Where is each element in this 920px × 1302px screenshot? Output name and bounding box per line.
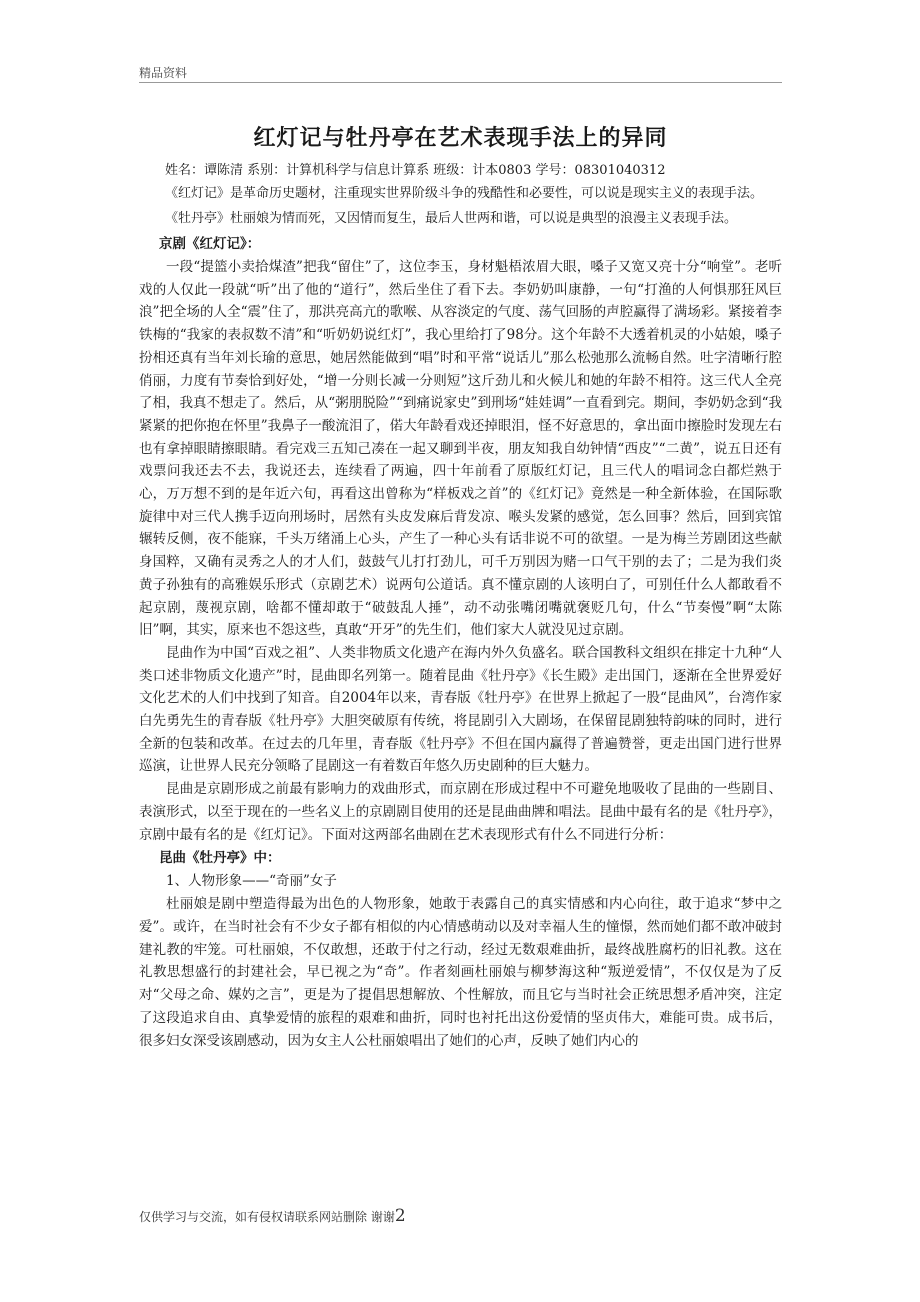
section-heading-kunqu: 昆曲《牡丹亭》中： [159, 850, 281, 867]
document-title: 红灯记与牡丹亭在艺术表现手法上的异同 [253, 126, 668, 151]
intro-paragraph-mudanting: 《牡丹亭》杜丽娘为情而死，又因情而复生，最后人世两和谐，可以说是典型的浪漫主义表现手法。 [165, 211, 738, 226]
body-paragraph: 杜丽娘是剧中塑造得最为出色的人物形象，她敢于表露自己的真实情感和内心向往，敢于追求“梦中之爱”。或许，在当时社会有不少女子都有相似的内心情感萌动以及对幸福人生的憧憬，然而她们都不敢冲破封建礼教的牢笼。可杜丽娘，不仅敢想，还敢于付之行动，经过无数艰难曲折，最终战胜腐朽的旧礼教。这在礼教思想盛行的封建社会，早已视之为“奇”。作者刻画杜丽娘与柳梦海这种“叛逆爱情”，不仅仅是为了反对“父母之命、媒妁之言”，更是为了提倡思想解放、个性解放，而且它与当时社会正统思想矛盾冲突，注定了这段追求自由、真挚爱情的旅程的艰难和曲折，同时也衬托出这份爱情的坚贞伟大，难能可贵。成书后，很多妇女深受该剧感动，因为女主人公杜丽娘唱出了她们的心声，反映了她们内心的 [139, 896, 782, 1049]
document-body [139, 160, 782, 1052]
page-number: 2 [394, 1206, 406, 1226]
header-label: 精品资料 [139, 66, 188, 80]
author-info: 姓名：谭陈清 系别：计算机科学与信息计算系 班级：计本0803 学号：08301040312 [165, 163, 666, 178]
section-heading-jingju: 京剧《红灯记》： [159, 236, 261, 252]
sub-heading-character-image: 1、人物形象——“奇丽”女子 [166, 873, 337, 890]
page-footer [139, 1206, 406, 1226]
header-rule [139, 82, 782, 83]
body-paragraph: 一段“提篮小卖拾煤渣”把我“留住”了，这位李玉，身材魁梧浓眉大眼，嗓子又宽又亮十分“响堂”。老听戏的人仅此一段就“听”出了他的“道行”，然后坐住了看下去。李奶奶叫康静，一句“打渔的人何惧那狂风巨浪”把全场的人全“震”住了，那洪亮高亢的歌喉、从容淡定的气度、荡气回肠的声腔赢得了满场彩。紧接着李铁梅的“我家的表叔数不清”和“听奶奶说红灯”，我心里给打了98分。这个年龄不大透着机灵的小姑娘，嗓子扮相还真有当年刘长瑜的意思，她居然能做到“唱”时和平常“说话儿”那么松弛那么流畅自然。吐字清晰行腔俏丽，力度有节奏恰到好处，“增一分则长减一分则短”这斤劲儿和火候儿和她的年龄不相符。这三代人全亮了相，我真不想走了。然后，从“粥朋脱险”“到痛说家史”到刑场“娃娃调”一直看到完。期间，李奶奶念到“我紧紧的把你抱在怀里”我鼻子一酸流泪了，偌大年龄看戏还掉眼泪，怪不好意思的，拿出面巾擦脸时发现左右也有拿掉眼睛擦眼睛。看完戏三五知己凑在一起又聊到半夜，朋友知我自幼钟情“西皮”“二黄”，说五日还有戏票问我还去不去，我说还去，连续看了两遍，四十年前看了原版红灯记，且三代人的唱词念白都烂熟于心，万万想不到的是年近六旬，再看这出曾称为“样板戏之首”的《红灯记》竟然是一种全新体验，在国际歌旋律中对三代人携手迈向刑场时，居然有头皮发麻后背发凉、喉头发紧的感觉，怎么回事？然后，回到宾馆辗转反侧，夜不能寐，千头万绪涌上心头，产生了一种心头有话非说不可的欲望。一是为梅兰芳剧团这些献身国粹，又确有灵秀之人的才人们，鼓鼓气儿打打劲儿，可千万别因为赌一口气干别的去了；二是为我们炎黄子孙独有的高雅娱乐形式（京剧艺术）说两句公道话。真不懂京剧的人该明白了，可别任什么人都敢看不起京剧，蔑视京剧，啥都不懂却敢于“破鼓乱人捶”，动不动张嘴闭嘴就褒贬几句，什么“节奏慢”啊“太陈旧”啊，其实，原来也不怨这些，真敢“开牙”的先生们，他们家大人就没见过京剧。 [139, 259, 782, 639]
body-paragraph: 昆曲作为中国“百戏之祖”、人类非物质文化遗产在海内外久负盛名。联合国教科文组织在排定十九种“人类口述非物质文化遗产”时，昆曲即名列第一。随着昆曲《牡丹亭》《长生殿》走出国门，逐渐在全世界爱好文化艺术的人们中找到了知音。自2004年以来，青春版《牡丹亭》在世界上掀起了一股“昆曲风”，台湾作家白先勇先生的青春版《牡丹亭》大胆突破原有传统，将昆剧引入大剧场，在保留昆剧独特韵味的同时，进行全新的包装和改革。在过去的几年里，青春版《牡丹亭》不但在国内赢得了普遍赞誉，更走出国门进行世界巡演，让世界人民充分领略了昆剧这一有着数百年悠久历史剧种的巨大魅力。 [139, 644, 782, 775]
body-paragraph: 昆曲是京剧形成之前最有影响力的戏曲形式，而京剧在形成过程中不可避免地吸收了昆曲的一些剧目、表演形式，以至于现在的一些名义上的京剧剧目使用的还是昆曲曲牌和唱法。昆曲中最有名的是《牡丹亭》，京剧中最有名的是《红灯记》。下面对这两部名曲剧在艺术表现形式有什么不同进行分析： [139, 781, 782, 843]
intro-paragraph-hongdengji: 《红灯记》是革命历史题材，注重现实世界阶级斗争的残酷性和必要性，可以说是现实主义的表现手法。 [165, 186, 764, 201]
footer-notice: 仅供学习与交流，如有侵权请联系网站删除 谢谢 [139, 1210, 395, 1224]
